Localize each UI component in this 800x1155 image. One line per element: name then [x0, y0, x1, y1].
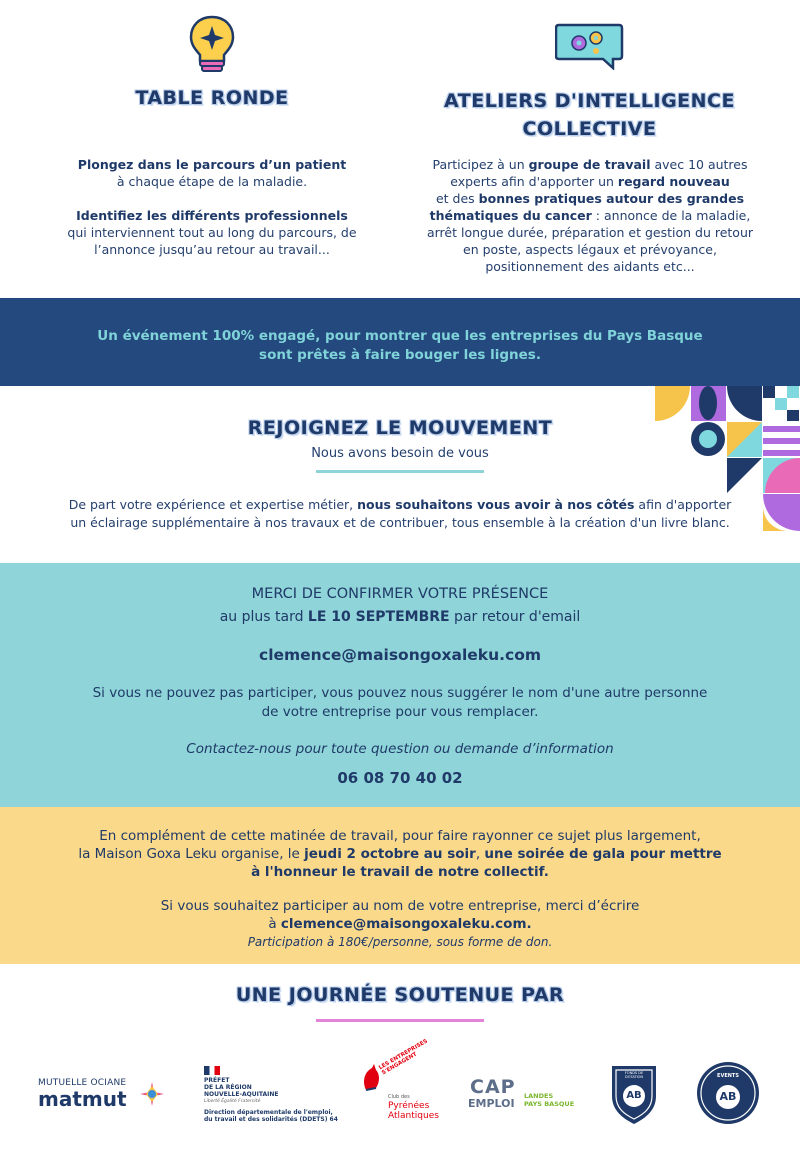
rb3: bonnes pratiques autour des grandes: [478, 191, 745, 206]
gala-l2-mid: ,: [475, 846, 485, 862]
mouvement-subtitle: Nous avons besoin de vous: [311, 446, 489, 461]
rt2: avec 10 autres: [650, 157, 748, 172]
ateliers-title-line1: ATELIERS D'INTELLIGENCE: [444, 90, 735, 112]
alt-line1: Si vous ne pouvez pas participer, vous pouvez nous suggérer le nom d'une autre personne: [92, 685, 708, 701]
gala-email-link[interactable]: clemence@maisongoxaleku.com.: [280, 916, 532, 932]
p2-line2: qui interviennent tout au long du parcours, de: [67, 225, 357, 240]
prefet-l3: NOUVELLE-AQUITAINE: [204, 1091, 279, 1098]
p1-bold: Plongez dans le parcours d’un patient: [77, 157, 347, 172]
rb2: regard nouveau: [617, 174, 730, 189]
events-logo[interactable]: [696, 1061, 760, 1125]
matmut-top-text: MUTUELLE OCIANE: [38, 1078, 127, 1088]
ateliers-title-line2: COLLECTIVE: [522, 118, 657, 140]
rt4: et des: [435, 191, 479, 206]
alt-line2: de votre entreprise pour vous remplacer.: [261, 704, 539, 720]
rb4: thématiques du cancer: [429, 208, 592, 223]
gala-l2-b2: une soirée de gala pour mettre: [484, 846, 722, 862]
rt3: experts afin d'apporter un: [450, 174, 618, 189]
club-entreprises-logo[interactable]: [360, 1038, 440, 1124]
gala-l2-b1: jeudi 2 octobre au soir: [304, 846, 476, 862]
deadline-bold: LE 10 SEPTEMBRE: [307, 609, 450, 625]
gala-l6: Participation à 180€/personne, sous forme de don.: [247, 935, 553, 949]
mouvement-title: REJOIGNEZ LE MOUVEMENT: [247, 417, 553, 439]
banner-line2: sont prêtes à faire bouger les lignes.: [259, 347, 541, 363]
sponsors-title: UNE JOURNÉE SOUTENUE PAR: [235, 984, 565, 1006]
p1-rest: à chaque étape de la maladie.: [116, 174, 308, 189]
matmut-star-icon: [138, 1080, 166, 1108]
banner-line1: Un événement 100% engagé, pour montrer que les entreprises du Pays Basque: [97, 328, 703, 344]
rt8: positionnement des aidants etc...: [485, 259, 695, 274]
confirm-heading: MERCI DE CONFIRMER VOTRE PRÉSENCE: [251, 586, 549, 602]
club-name1: Pyrénées: [388, 1101, 430, 1111]
gala-l2-pre: la Maison Goxa Leku organise, le: [78, 846, 305, 862]
lightbulb-icon: [187, 14, 237, 74]
confirm-deadline: [0, 609, 800, 625]
gears-chat-icon: [555, 22, 625, 70]
confirm-email-link[interactable]: clemence@maisongoxaleku.com: [259, 646, 541, 664]
ateliers-title: [412, 87, 767, 143]
contact-text: Contactez-nous pour toute question ou demande d’information: [186, 741, 614, 757]
mb1: nous souhaitons vous avoir à nos côtés: [357, 497, 635, 512]
matmut-logo[interactable]: [38, 1078, 168, 1118]
gala-l4: Si vous souhaitez participer au nom de votre entreprise, merci d’écrire: [160, 898, 640, 914]
confirm-section: [0, 563, 800, 807]
club-name2: Atlantiques: [388, 1111, 439, 1121]
fonds-ab-text: AB: [626, 1090, 642, 1101]
prefet-dir2: du travail et des solidarités (DDETS) 64: [204, 1116, 338, 1123]
matmut-brand-text: matmut: [38, 1087, 127, 1111]
pink-divider: [316, 1019, 484, 1022]
mt1: De part votre expérience et expertise métier,: [68, 497, 358, 512]
gala-section: [0, 807, 800, 964]
table-ronde-title: TABLE RONDE: [135, 87, 289, 109]
prefet-l2: DE LA RÉGION: [204, 1084, 252, 1091]
cap-landes-text: LANDES: [524, 1092, 554, 1100]
gala-l5-pre: à: [268, 916, 281, 932]
teal-divider: [316, 470, 484, 473]
p2-bold: Identifiez les différents professionnels: [76, 208, 348, 223]
deadline-pre: au plus tard: [219, 609, 308, 625]
fonds-text: FONDS DE DOTATION: [624, 1071, 644, 1079]
rt7: en poste, aspects légaux et prévoyance,: [463, 242, 717, 257]
mt2: afin d'apporter: [634, 497, 732, 512]
ateliers-text: [410, 156, 770, 275]
fonds-dotation-logo[interactable]: [608, 1062, 660, 1126]
mouvement-text: [40, 496, 760, 532]
events-ab-text: AB: [719, 1090, 737, 1103]
rt1: Participez à un: [432, 157, 529, 172]
p2-line3: l’annonce jusqu’au retour au travail...: [94, 242, 330, 257]
cap-emploi-text: EMPLOI: [468, 1097, 515, 1110]
prefet-logo[interactable]: [204, 1066, 339, 1128]
engagement-banner: [0, 298, 800, 386]
prefet-l1: PRÉFET: [204, 1077, 230, 1084]
marianne-flag-icon: [204, 1066, 220, 1075]
gala-l1: En complément de cette matinée de travail, pour faire rayonner ce sujet plus largement,: [99, 828, 701, 844]
mt3: un éclairage supplémentaire à nos travaux et de contribuer, tous ensemble à la création d'un livre blanc.: [70, 515, 730, 530]
events-text: EVENTS: [717, 1073, 739, 1079]
club-small: Club des: [388, 1094, 410, 1100]
rt6: arrêt longue durée, préparation et gestion du retour: [426, 225, 754, 240]
deadline-post: par retour d'email: [449, 609, 581, 625]
table-ronde-text: [60, 156, 364, 258]
prefet-motto: Liberté Égalité Fraternité: [204, 1099, 261, 1104]
prefet-dir1: Direction départementale de l'emploi,: [204, 1109, 333, 1116]
rt5: : annonce de la maladie,: [591, 208, 751, 223]
club-top-text: LES ENTREPRISES S'ENGAGENT: [378, 1038, 429, 1077]
cap-emploi-logo[interactable]: [468, 1076, 578, 1112]
rb1: groupe de travail: [528, 157, 651, 172]
cap-pays-text: PAYS BASQUE: [524, 1100, 575, 1108]
cap-text: CAP: [470, 1076, 516, 1098]
gala-l3: à l'honneur le travail de notre collectif.: [251, 864, 549, 880]
phone-number[interactable]: 06 08 70 40 02: [337, 769, 463, 787]
